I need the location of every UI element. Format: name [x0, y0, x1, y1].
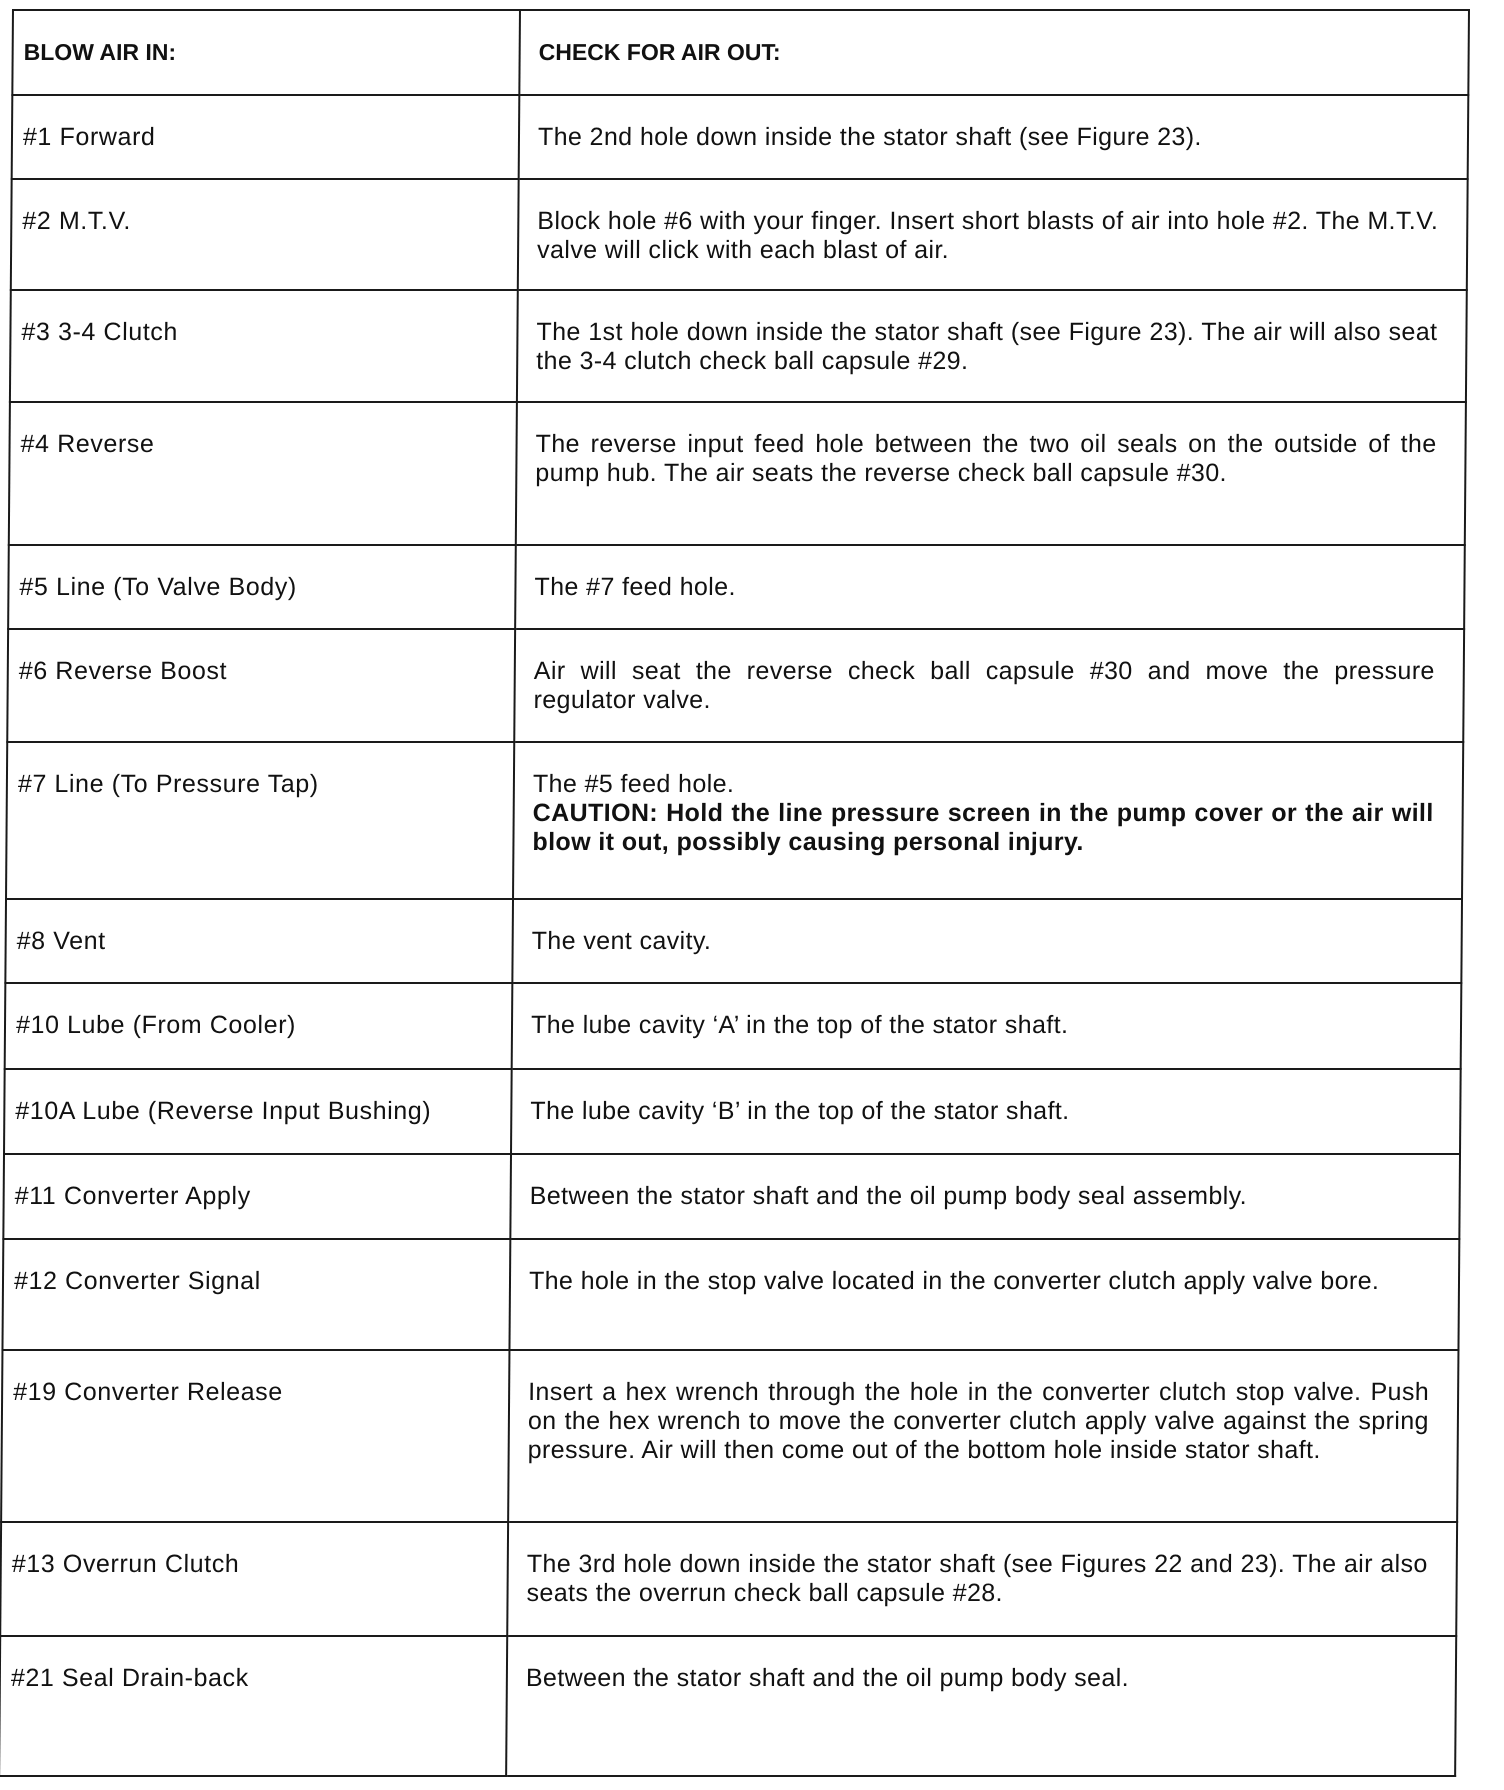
table-row	[11, 179, 1468, 290]
blow-cell: #12 Converter Signal	[2, 1239, 510, 1350]
blow-cell: #1 Forward	[12, 95, 520, 179]
check-cell: The 3rd hole down inside the stator shaft (see Figures 22 and 23). The air also seats the overrun check ball capsule #28.	[507, 1522, 1457, 1636]
check-cell: The lube cavity ‘B’ in the top of the stator shaft.	[511, 1069, 1461, 1154]
air-test-table	[0, 9, 1470, 1777]
check-cell: The 2nd hole down inside the stator shaft (see Figure 23).	[519, 95, 1469, 179]
check-cell	[513, 742, 1463, 899]
blow-cell: #5 Line (To Valve Body)	[8, 545, 516, 629]
blow-cell: #21 Seal Drain-back	[0, 1636, 507, 1776]
blow-cell: #19 Converter Release	[1, 1350, 509, 1522]
check-cell: The #7 feed hole.	[515, 545, 1465, 629]
check-cell: Insert a hex wrench through the hole in the converter clutch stop valve. Push on the hex wrench to move the converter clutch apply valve against the spring pressure. Air will then come out of the bottom hole inside stator shaft.	[508, 1350, 1458, 1522]
check-cell: The 1st hole down inside the stator shaft (see Figure 23). The air will also seat the 3-4 clutch check ball capsule #29.	[517, 290, 1467, 402]
blow-cell: #13 Overrun Clutch	[0, 1522, 508, 1636]
blow-cell: #10 Lube (From Cooler)	[5, 983, 513, 1069]
table-row	[10, 290, 1467, 402]
table-row	[2, 1239, 1459, 1350]
check-cell: The hole in the stop valve located in the converter clutch apply valve bore.	[509, 1239, 1459, 1350]
table-row	[0, 1522, 1457, 1636]
table-row	[3, 1154, 1460, 1239]
blow-cell: #6 Reverse Boost	[7, 629, 515, 742]
caution-note: CAUTION: Hold the line pressure screen in the pump cover or the air will blow it out, possibly causing personal injury.	[532, 799, 1434, 856]
blow-cell: #10A Lube (Reverse Input Bushing)	[4, 1069, 512, 1154]
check-cell: The reverse input feed hole between the two oil seals on the outside of the pump hub. The air seats the reverse check ball capsule #30.	[516, 402, 1466, 545]
table-header-row	[12, 10, 1469, 95]
header-check-for-air-out: CHECK FOR AIR OUT:	[519, 10, 1469, 95]
table-row	[4, 1069, 1461, 1154]
blow-cell: #8 Vent	[5, 899, 513, 983]
check-cell: The lube cavity ‘A’ in the top of the stator shaft.	[512, 983, 1462, 1069]
header-blow-air-in: BLOW AIR IN:	[12, 10, 520, 95]
check-cell: Block hole #6 with your finger. Insert short blasts of air into hole #2. The M.T.V. valve will click with each blast of air.	[518, 179, 1468, 290]
check-cell: Between the stator shaft and the oil pump body seal.	[506, 1636, 1456, 1776]
table-row	[5, 983, 1462, 1069]
check-cell: Between the stator shaft and the oil pump body seal assembly.	[510, 1154, 1460, 1239]
blow-cell: #11 Converter Apply	[3, 1154, 511, 1239]
table-row	[8, 545, 1465, 629]
table-row	[0, 1636, 1456, 1776]
blow-cell: #2 M.T.V.	[11, 179, 519, 290]
check-text: The #5 feed hole.	[532, 770, 735, 798]
check-cell: The vent cavity.	[512, 899, 1462, 983]
table-row	[5, 899, 1462, 983]
check-cell: Air will seat the reverse check ball capsule #30 and move the pressure regulator valve.	[514, 629, 1464, 742]
table-row	[9, 402, 1466, 545]
blow-cell: #3 3-4 Clutch	[10, 290, 518, 402]
blow-cell: #4 Reverse	[9, 402, 517, 545]
table-row	[6, 742, 1463, 899]
table-row	[7, 629, 1464, 742]
blow-cell: #7 Line (To Pressure Tap)	[6, 742, 514, 899]
table-row	[1, 1350, 1458, 1522]
table-row	[12, 95, 1469, 179]
